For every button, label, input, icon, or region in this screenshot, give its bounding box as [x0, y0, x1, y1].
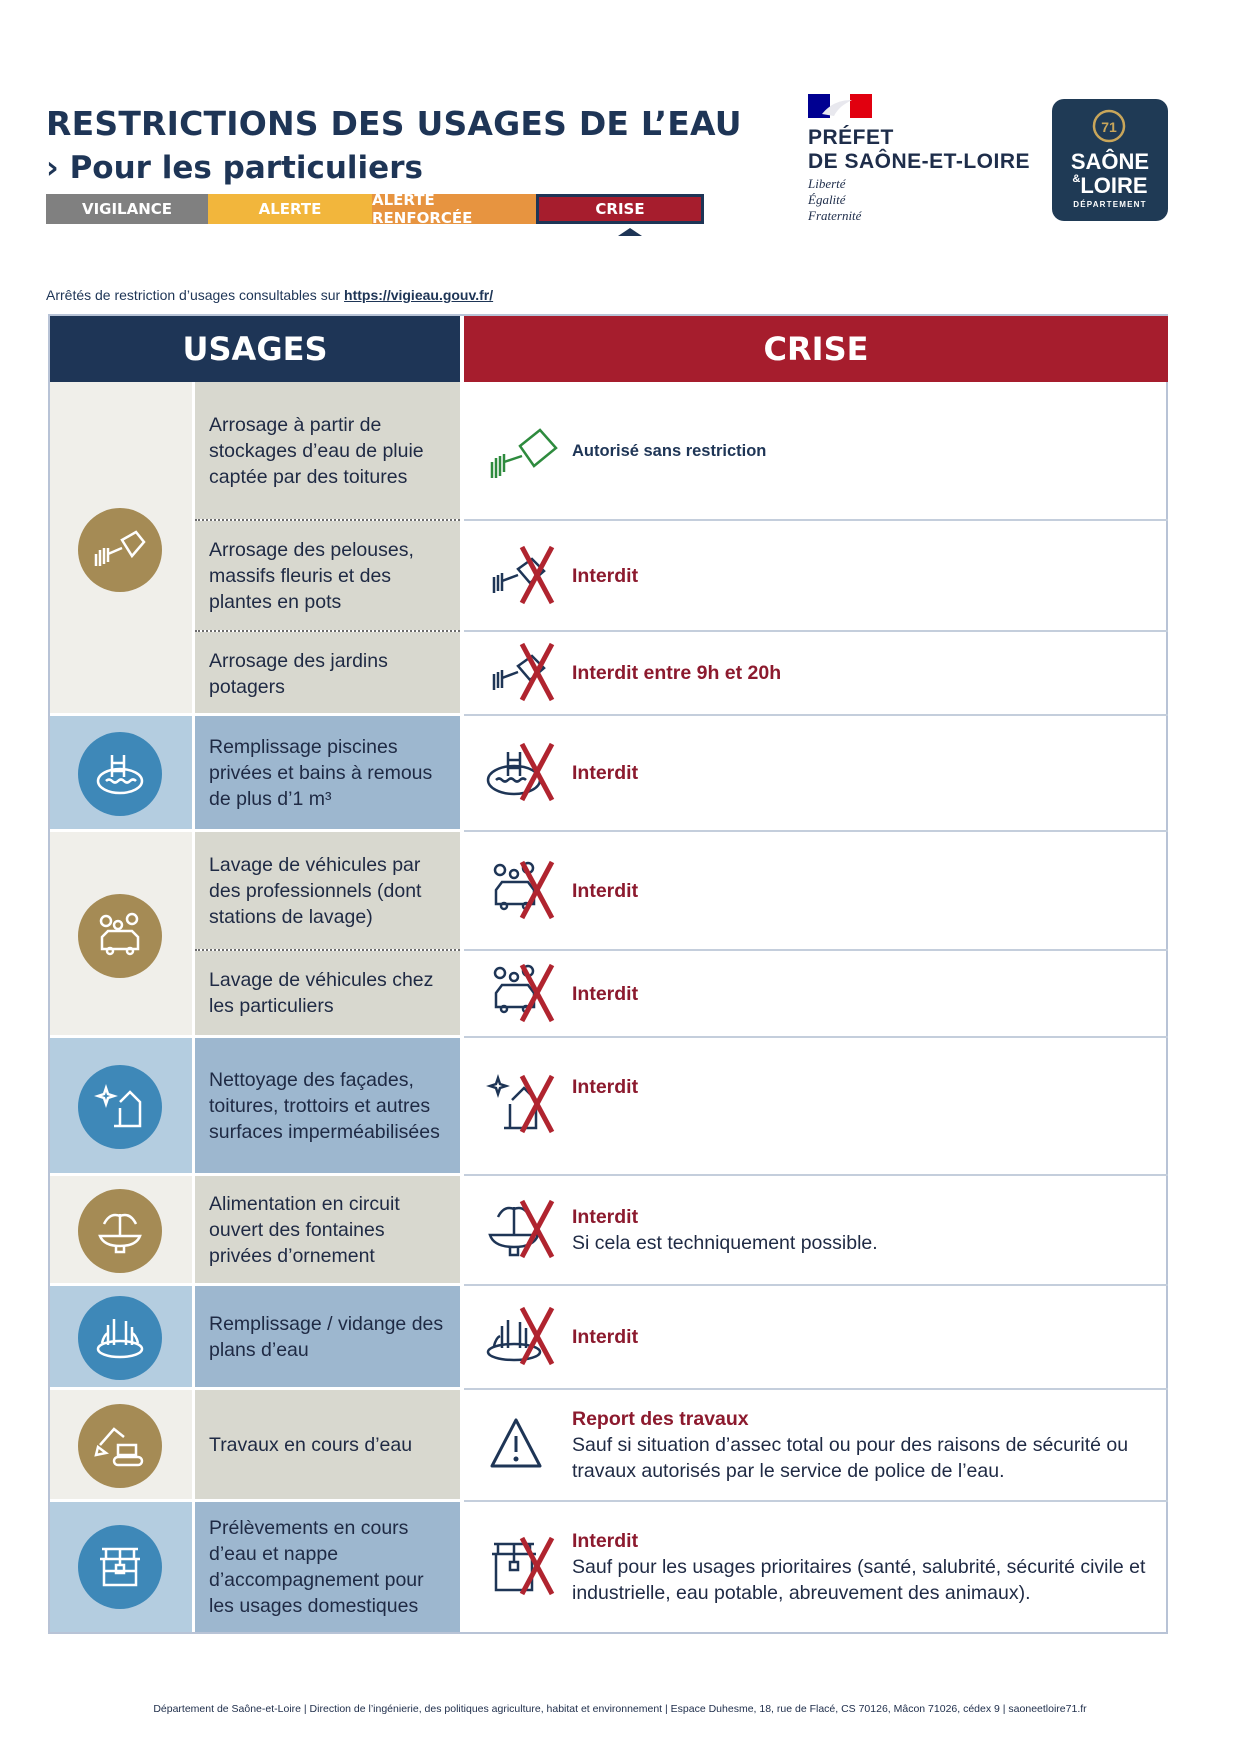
- watering-can-forbidden-icon: [474, 541, 566, 611]
- crise-status: Interdit: [572, 879, 639, 902]
- crise-status: Autorisé sans restriction: [572, 441, 767, 460]
- prefet-label: PRÉFET: [808, 126, 894, 149]
- crise-cell: [464, 832, 1168, 951]
- car-wash-icon: [78, 894, 162, 978]
- footer: Département de Saône-et-Loire | Direction de l’ingénierie, des politiques agriculture, habitat et environnement | Espace Duhesme, 18, rue de Flacé, CS 70126, Mâcon 71026, cédex 9 | saoneetloire71.fr: [153, 1703, 1087, 1715]
- crise-status: Interdit: [572, 1206, 639, 1228]
- fountain-forbidden-icon: [474, 1195, 566, 1265]
- level-crise: CRISE: [536, 194, 704, 224]
- department-emblem-icon: [1092, 109, 1126, 143]
- crise-cell: [464, 1286, 1168, 1390]
- crise-status: Interdit: [572, 1076, 639, 1098]
- crise-status: Interdit: [572, 762, 639, 784]
- usage-cell: Lavage de véhicules chez les particuliers: [195, 951, 460, 1035]
- arretes-note: [46, 287, 493, 303]
- usage-cell: Alimentation en circuit ouvert des fontaines privées d’ornement: [195, 1176, 460, 1283]
- crise-cell: [464, 1390, 1168, 1502]
- car-wash-forbidden-icon: [474, 856, 566, 926]
- crise-cell: [464, 716, 1168, 832]
- level-alerte-renforcee: ALERTE RENFORCÉE: [372, 194, 536, 224]
- column-header-crise: CRISE: [464, 316, 1168, 382]
- watering-can-forbidden-icon: [474, 638, 566, 708]
- active-level-caret-icon: [618, 228, 642, 236]
- fountain-icon: [78, 1189, 162, 1273]
- pool-icon: [78, 732, 162, 816]
- vigieau-link[interactable]: https://vigieau.gouv.fr/: [344, 287, 494, 303]
- alert-level-bar: [46, 191, 706, 227]
- usage-cell: Nettoyage des façades, toitures, trottoirs et autres surfaces imperméabilisées: [195, 1038, 460, 1173]
- crise-status: Interdit: [572, 564, 639, 587]
- pool-forbidden-icon: [474, 738, 566, 808]
- group-arrosage: [50, 382, 192, 716]
- well-icon: [78, 1525, 162, 1609]
- level-vigilance: VIGILANCE: [46, 194, 208, 224]
- motto-liberte: Liberté: [808, 176, 846, 191]
- usage-cell: Remplissage / vidange des plans d’eau: [195, 1286, 460, 1387]
- pond-icon: [78, 1296, 162, 1380]
- group-travaux: [50, 1390, 192, 1502]
- crise-status: Interdit: [572, 982, 639, 1005]
- page-title: RESTRICTIONS DES USAGES DE L’EAU: [46, 104, 742, 143]
- watering-can-icon: [474, 416, 566, 486]
- logo-line-saone: SAÔNE: [1070, 149, 1150, 174]
- marianne-flag-icon: [808, 94, 872, 118]
- group-prelevements: [50, 1502, 192, 1632]
- usage-cell: Remplissage piscines privées et bains à remous de plus d’1 m³: [195, 716, 460, 829]
- usage-cell: Arrosage des jardins potagers: [195, 632, 460, 716]
- crise-cell: [464, 632, 1168, 716]
- restrictions-table: [48, 314, 1168, 1634]
- excavator-icon: [78, 1404, 162, 1488]
- svg-text:71: 71: [1101, 119, 1117, 135]
- crise-status: Interdit: [572, 1530, 639, 1552]
- page-subtitle: › Pour les particuliers: [46, 150, 423, 186]
- usage-cell: Travaux en cours d’eau: [195, 1390, 460, 1499]
- group-fontaines: [50, 1176, 192, 1286]
- crise-text: [572, 1204, 884, 1256]
- car-wash-forbidden-icon: [474, 959, 566, 1029]
- watering-can-icon: [78, 508, 162, 592]
- facade-cleaning-icon: [78, 1065, 162, 1149]
- group-plans-eau: [50, 1286, 192, 1390]
- crise-cell: [464, 1502, 1168, 1632]
- facade-cleaning-forbidden-icon: [474, 1070, 566, 1140]
- arretes-text: Arrêtés de restriction d’usages consultables sur: [46, 287, 341, 303]
- crise-text: [572, 1528, 1168, 1606]
- group-piscine: [50, 716, 192, 832]
- usage-cell: Arrosage des pelouses, massifs fleuris et des plantes en pots: [195, 521, 460, 630]
- crise-cell: [464, 951, 1168, 1038]
- crise-status: Interdit entre 9h et 20h: [572, 662, 782, 684]
- level-alerte: ALERTE: [208, 194, 372, 224]
- crise-detail: Si cela est techniquement possible.: [572, 1232, 878, 1254]
- crise-detail: Sauf si situation d’assec total ou pour des raisons de sécurité ou travaux autorisés par le service de police de l’eau.: [572, 1434, 1129, 1482]
- well-forbidden-icon: [474, 1532, 566, 1602]
- logo-line-loire: &LOIRE: [1072, 173, 1148, 198]
- prefet-department: DE SAÔNE-ET-LOIRE: [808, 150, 1031, 173]
- pond-forbidden-icon: [474, 1302, 566, 1372]
- crise-status: Report des travaux: [572, 1408, 749, 1430]
- usage-cell: Prélèvements en cours d’eau et nappe d’accompagnement pour les usages domestiques: [195, 1502, 460, 1632]
- group-lavage: [50, 832, 192, 1038]
- crise-cell: [464, 382, 1168, 521]
- crise-cell: [464, 1176, 1168, 1286]
- motto-fraternite: Fraternité: [808, 208, 862, 223]
- column-header-usages: USAGES: [50, 316, 460, 382]
- saone-et-loire-logo: [1052, 99, 1168, 221]
- crise-cell: [464, 521, 1168, 632]
- crise-cell: [464, 1038, 1168, 1176]
- crise-text: [572, 1406, 1168, 1484]
- crise-status: Interdit: [572, 1326, 639, 1348]
- logo-line-departement: DÉPARTEMENT: [1073, 200, 1147, 209]
- usage-cell: Arrosage à partir de stockages d’eau de pluie captée par des toitures: [195, 382, 460, 519]
- warning-icon: [474, 1410, 566, 1480]
- crise-detail: Sauf pour les usages prioritaires (santé, salubrité, sécurité civile et industrielle, eau potable, abreuvement des animaux).: [572, 1556, 1146, 1604]
- usage-cell: Lavage de véhicules par des professionnels (dont stations de lavage): [195, 832, 460, 949]
- group-nettoyage: [50, 1038, 192, 1176]
- motto-egalite: Égalité: [808, 192, 846, 207]
